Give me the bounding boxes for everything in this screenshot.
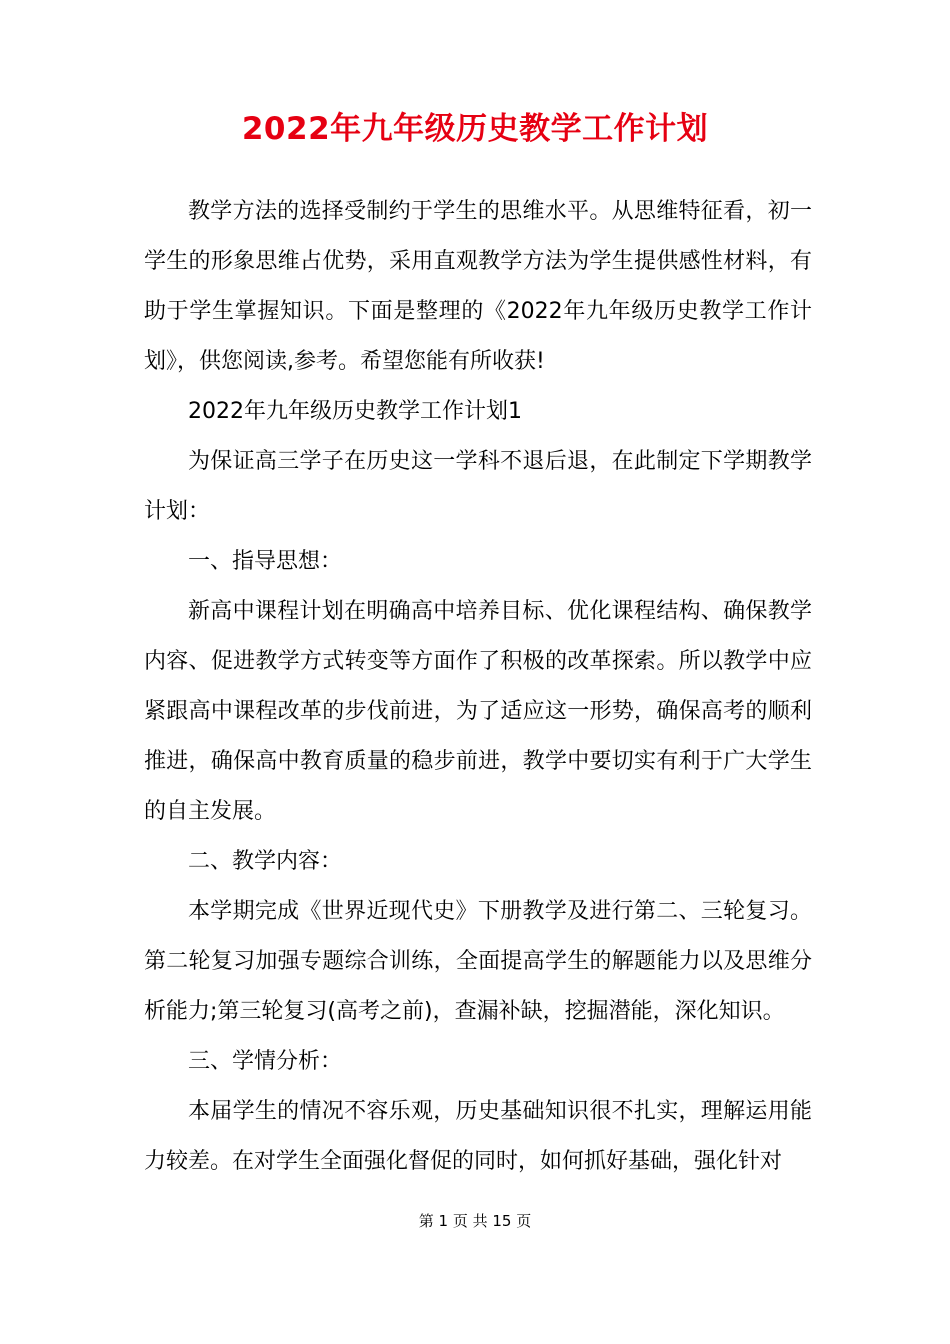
heading-guiding-thought: 一、指导思想： [188, 549, 343, 574]
paragraph-intro: 教学方法的选择受制约于学生的思维水平。从思维特征看，初一学生的形象思维占优势，采用直观教学方法为学生提供感性材料，有助于学生掌握知识。下面是整理的《2022年九年级历史教学工作计划》，供您阅读,参考。希望您能有所收获! [144, 199, 812, 374]
page-footer: 第 1 页 共 15 页 [418, 1212, 532, 1230]
heading-student-analysis: 三、学情分析： [188, 1049, 343, 1074]
document-title: 2022年九年级历史教学工作计划 [241, 111, 709, 147]
paragraph-teaching-content: 本学期完成《世界近现代史》下册教学及进行第二、三轮复习。第二轮复习加强专题综合训练，全面提高学生的解题能力以及思维分析能力;第三轮复习(高考之前)，查漏补缺，挖掘潜能，深化知识。 [144, 899, 812, 1024]
paragraph-guiding-thought: 新高中课程计划在明确高中培养目标、优化课程结构、确保教学内容、促进教学方式转变等方面作了积极的改革探索。所以教学中应紧跟高中课程改革的步伐前进，为了适应这一形势，确保高考的顺利推进，确保高中教育质量的稳步前进，教学中要切实有利于广大学生的自主发展。 [144, 599, 812, 824]
paragraph-student-analysis: 本届学生的情况不容乐观，历史基础知识很不扎实，理解运用能力较差。在对学生全面强化督促的同时，如何抓好基础，强化针对 [144, 1099, 812, 1174]
paragraph-subtitle: 2022年九年级历史教学工作计划1 [188, 399, 522, 424]
heading-teaching-content: 二、教学内容： [188, 849, 343, 874]
document-body [144, 187, 812, 1187]
paragraph-purpose: 为保证高三学子在历史这一学科不退后退，在此制定下学期教学计划： [144, 449, 812, 524]
